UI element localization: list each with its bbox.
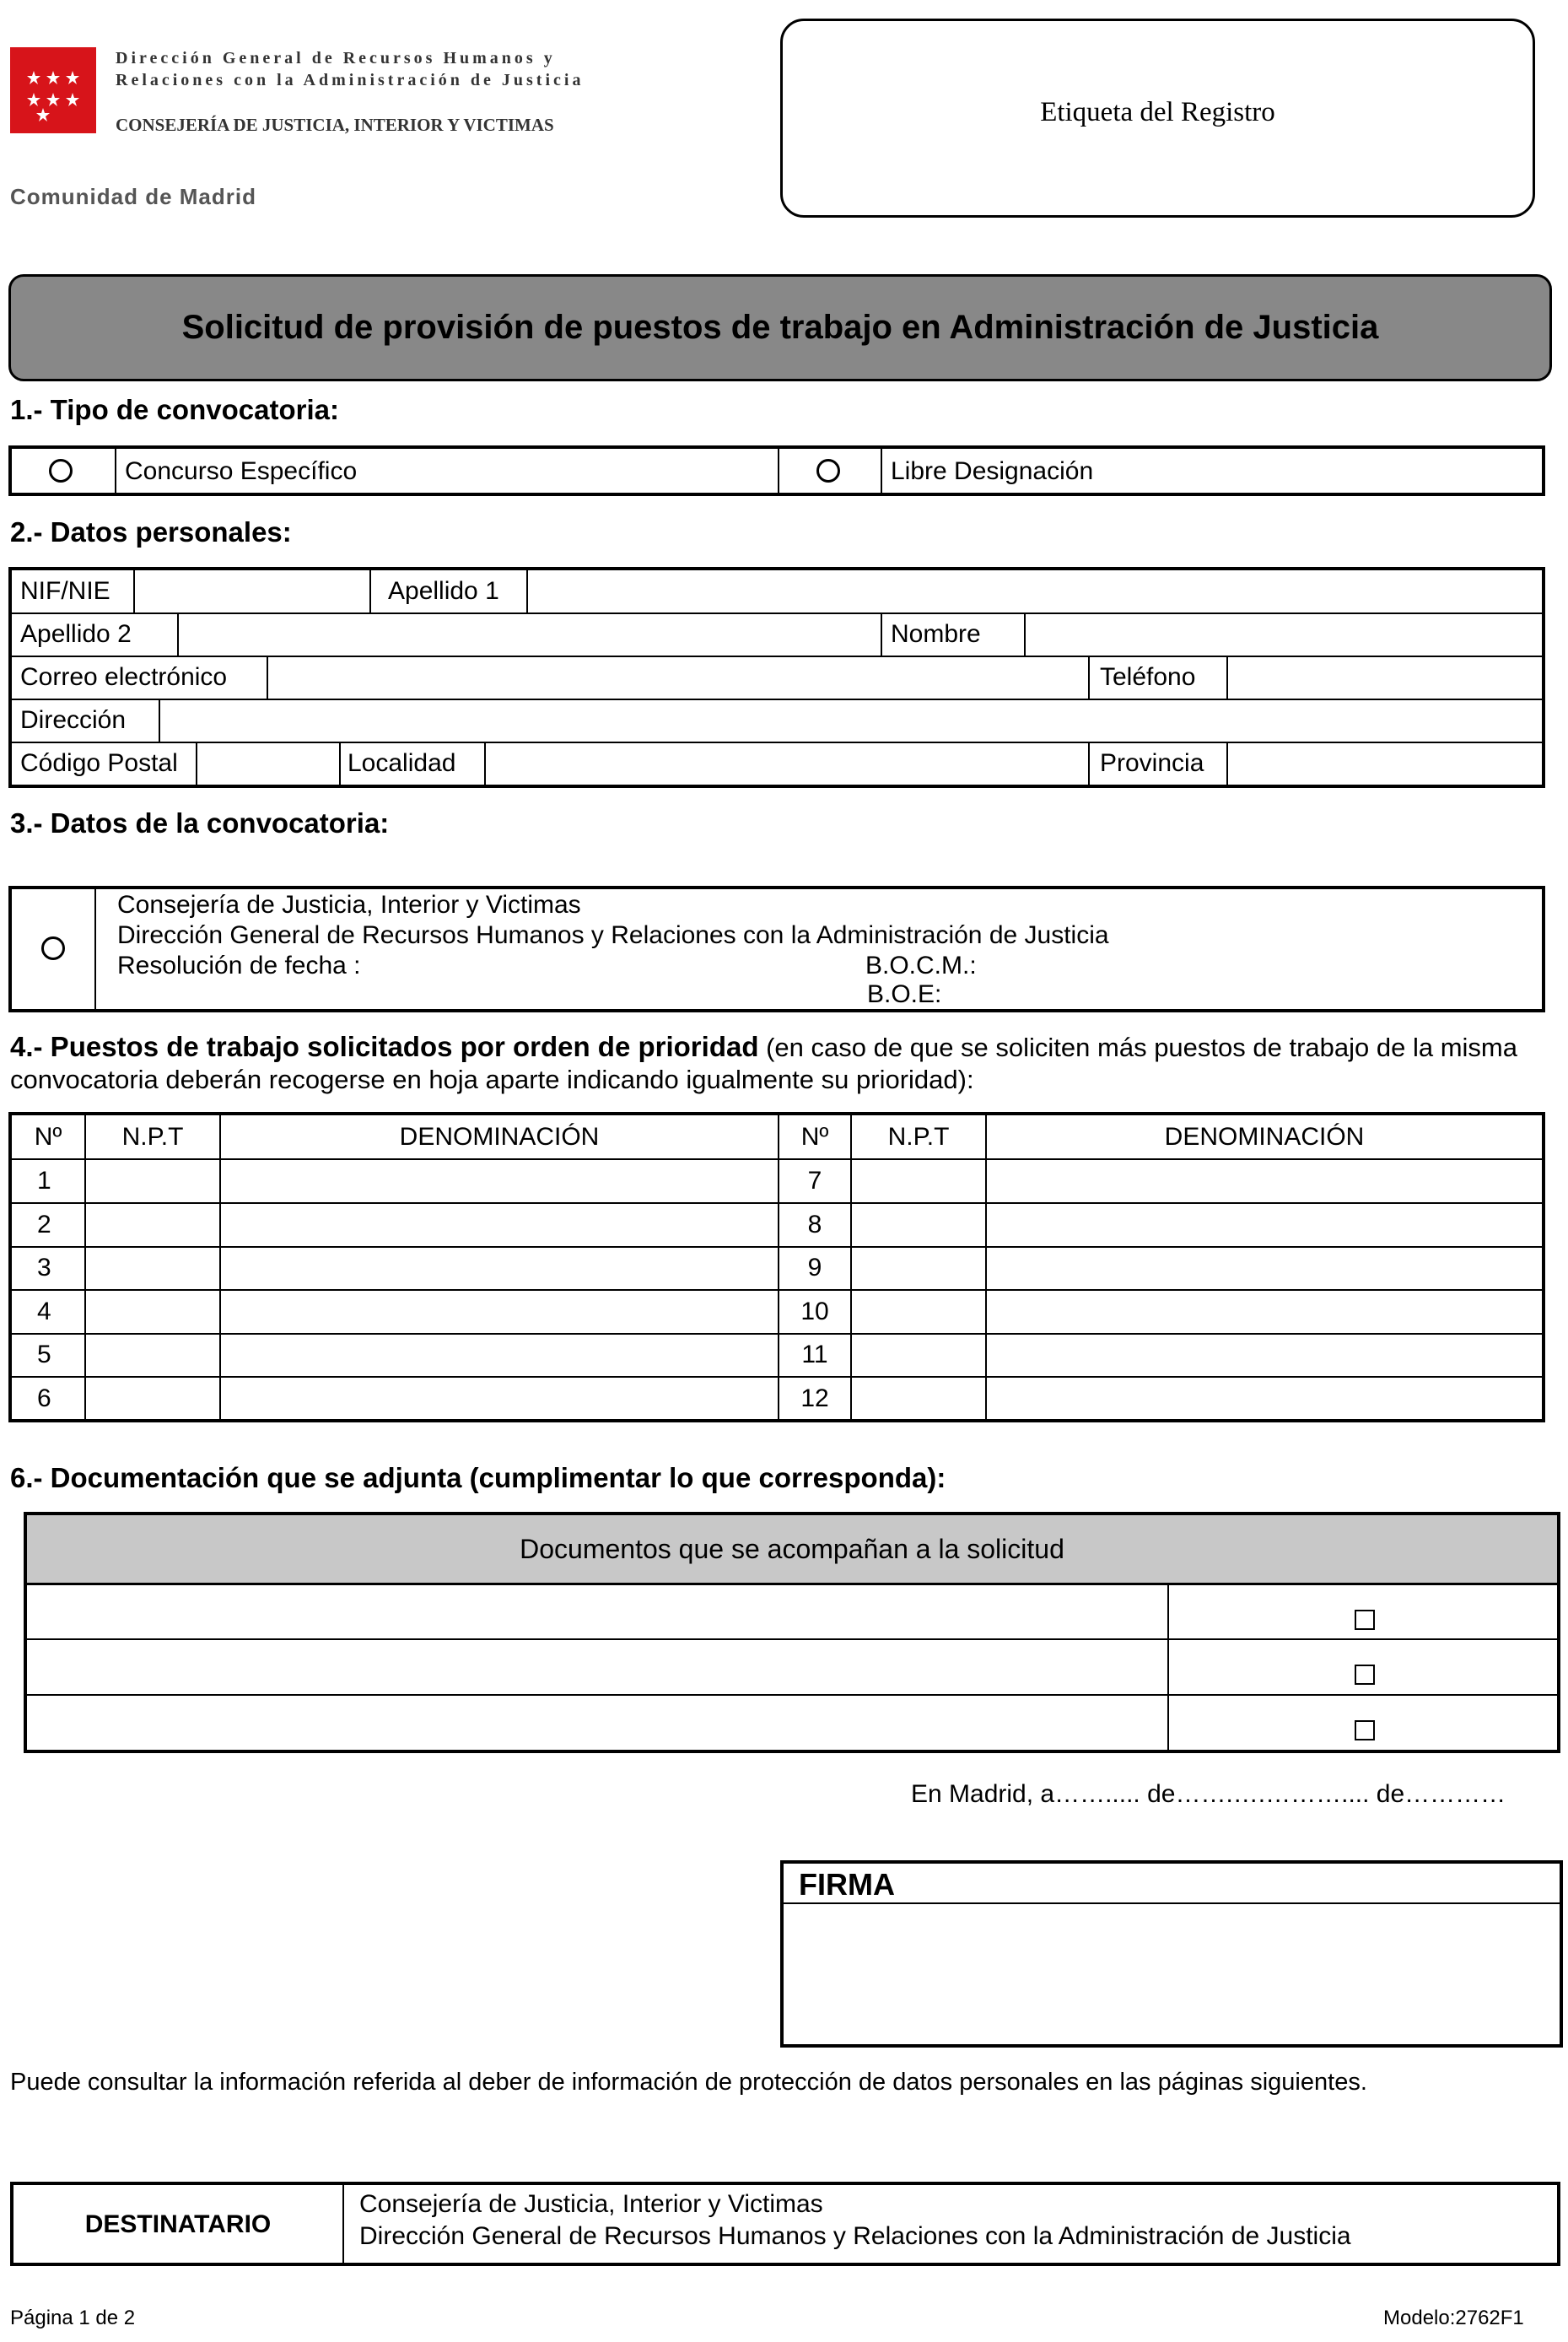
- npt-field[interactable]: [852, 1204, 985, 1246]
- documentos-table: [24, 1512, 1560, 1753]
- datos-personales-table: [8, 567, 1545, 788]
- libre-designacion-label: Libre Designación: [891, 457, 1094, 485]
- npt-field[interactable]: [852, 1248, 985, 1289]
- section3-title: 3.- Datos de la convocatoria:: [10, 807, 390, 839]
- datos-convocatoria-table: [8, 886, 1545, 1012]
- destinatario-box: [10, 2182, 1560, 2266]
- firma-box: [780, 1860, 1563, 2048]
- col-header-no-left: Nº: [34, 1123, 62, 1151]
- documentos-table-header: [27, 1515, 1557, 1583]
- npt-field[interactable]: [852, 1160, 985, 1202]
- codigo-postal-label: Código Postal: [20, 749, 178, 777]
- section4-title-line2: convocatoria deberán recogerse en hoja aparte indicando igualmente su prioridad):: [10, 1065, 974, 1094]
- fecha-line: En Madrid, a……..... de…….….……….... de…………: [911, 1780, 1506, 1808]
- npt-field[interactable]: [86, 1160, 219, 1202]
- documento-field[interactable]: [27, 1640, 1167, 1694]
- modelo-number: Modelo:2762F1: [1383, 2307, 1524, 2329]
- denominacion-field[interactable]: [221, 1248, 778, 1289]
- libre-designacion-radio[interactable]: [816, 459, 840, 483]
- apellido2-label: Apellido 2: [20, 620, 132, 648]
- section1-title: 1.- Tipo de convocatoria:: [10, 394, 339, 425]
- destinatario-label: DESTINATARIO: [84, 2210, 272, 2238]
- row-number: 11: [801, 1341, 828, 1368]
- row-number: 5: [37, 1341, 51, 1368]
- col-header-npt-right: N.P.T: [887, 1123, 950, 1151]
- convocatoria-radio[interactable]: [41, 936, 65, 960]
- localidad-field[interactable]: [486, 742, 1088, 785]
- bocm-label: B.O.C.M.:: [865, 952, 977, 979]
- npt-field[interactable]: [86, 1291, 219, 1333]
- section2-title: 2.- Datos personales:: [10, 516, 292, 548]
- denominacion-field[interactable]: [221, 1335, 778, 1376]
- correo-field[interactable]: [268, 656, 1088, 699]
- resolucion-fecha-label: Resolución de fecha :: [117, 952, 361, 979]
- col-header-denominacion-right: DENOMINACIÓN: [1164, 1123, 1365, 1151]
- documento-field[interactable]: [27, 1696, 1167, 1750]
- convocatoria-direccion-general: Dirección General de Recursos Humanos y Relaciones con la Administración de Justicia: [117, 921, 1109, 949]
- denominacion-field[interactable]: [221, 1160, 778, 1202]
- section4-title: [10, 1031, 1517, 1063]
- denominacion-field[interactable]: [987, 1291, 1542, 1333]
- denominacion-field[interactable]: [221, 1291, 778, 1333]
- apellido1-field[interactable]: [528, 570, 1540, 612]
- section4-title-note: (en caso de que se soliciten más puestos de trabajo de la misma: [758, 1033, 1517, 1062]
- row-number: 12: [800, 1384, 829, 1412]
- denominacion-field[interactable]: [987, 1160, 1542, 1202]
- correo-label: Correo electrónico: [20, 663, 228, 691]
- direccion-field[interactable]: [160, 699, 1540, 742]
- npt-field[interactable]: [86, 1378, 219, 1419]
- comunidad-madrid-logo: [10, 47, 96, 133]
- npt-field[interactable]: [852, 1378, 985, 1419]
- codigo-postal-field[interactable]: [197, 742, 339, 785]
- npt-field[interactable]: [86, 1204, 219, 1246]
- page-number: Página 1 de 2: [10, 2307, 136, 2329]
- stars-icon: [10, 47, 96, 133]
- telefono-field[interactable]: [1228, 656, 1540, 699]
- destinatario-consejeria: Consejería de Justicia, Interior y Victimas: [359, 2190, 823, 2218]
- localidad-label: Localidad: [348, 749, 456, 777]
- concurso-especifico-label: Concurso Específico: [125, 457, 358, 485]
- documento-checkbox[interactable]: [1355, 1720, 1375, 1740]
- npt-field[interactable]: [852, 1335, 985, 1376]
- documento-checkbox[interactable]: [1355, 1665, 1375, 1685]
- provincia-label: Provincia: [1100, 749, 1204, 777]
- section4-title-bold: 4.- Puestos de trabajo solicitados por orden de prioridad: [10, 1031, 759, 1062]
- nombre-label: Nombre: [891, 620, 981, 648]
- row-number: 4: [37, 1298, 51, 1325]
- documento-checkbox[interactable]: [1355, 1610, 1375, 1630]
- denominacion-field[interactable]: [221, 1378, 778, 1419]
- npt-field[interactable]: [86, 1335, 219, 1376]
- row-number: 9: [807, 1254, 822, 1282]
- col-header-denominacion-left: DENOMINACIÓN: [399, 1123, 600, 1151]
- firma-area[interactable]: [784, 1904, 1560, 2044]
- form-title: Solicitud de provisión de puestos de trabajo en Administración de Justicia: [181, 309, 1379, 346]
- denominacion-field[interactable]: [987, 1335, 1542, 1376]
- consejeria-name: CONSEJERÍA DE JUSTICIA, INTERIOR Y VICTIMAS: [116, 115, 554, 135]
- telefono-label: Teléfono: [1100, 663, 1196, 691]
- documento-field[interactable]: [27, 1585, 1167, 1638]
- org-line-1: Dirección General de Recursos Humanos y: [116, 49, 556, 67]
- section6-title: 6.- Documentación que se adjunta (cumplimentar lo que corresponda):: [10, 1462, 946, 1493]
- denominacion-field[interactable]: [987, 1248, 1542, 1289]
- info-text: Puede consultar la información referida al deber de información de protección de datos personales en las páginas siguientes.: [10, 2069, 1367, 2096]
- provincia-field[interactable]: [1228, 742, 1540, 785]
- firma-label: FIRMA: [799, 1867, 895, 1902]
- row-number: 8: [807, 1211, 822, 1238]
- documentos-header-text: Documentos que se acompañan a la solicitud: [520, 1534, 1064, 1564]
- registro-label-text: Etiqueta del Registro: [1040, 97, 1275, 127]
- convocatoria-consejeria: Consejería de Justicia, Interior y Victimas: [117, 891, 581, 919]
- boe-label: B.O.E:: [867, 980, 942, 1008]
- nif-label: NIF/NIE: [20, 577, 110, 605]
- denominacion-field[interactable]: [987, 1204, 1542, 1246]
- row-number: 1: [37, 1167, 51, 1195]
- denominacion-field[interactable]: [987, 1378, 1542, 1419]
- registro-label-box: [780, 19, 1535, 218]
- denominacion-field[interactable]: [221, 1204, 778, 1246]
- convocatoria-type-table: [8, 445, 1545, 496]
- row-number: 2: [37, 1211, 51, 1238]
- npt-field[interactable]: [86, 1248, 219, 1289]
- nombre-field[interactable]: [1026, 613, 1540, 656]
- destinatario-direccion-general: Dirección General de Recursos Humanos y Relaciones con la Administración de Justicia: [359, 2222, 1351, 2250]
- apellido1-label: Apellido 1: [388, 577, 499, 605]
- row-number: 7: [807, 1167, 822, 1195]
- row-number: 3: [37, 1254, 51, 1282]
- nif-field[interactable]: [135, 570, 369, 612]
- concurso-especifico-radio[interactable]: [49, 459, 73, 483]
- apellido2-field[interactable]: [179, 613, 881, 656]
- col-header-no-right: Nº: [800, 1123, 829, 1151]
- row-number: 6: [37, 1384, 51, 1412]
- comunidad-label: Comunidad de Madrid: [10, 184, 256, 209]
- npt-field[interactable]: [852, 1291, 985, 1333]
- row-number: 10: [800, 1298, 829, 1325]
- col-header-npt-left: N.P.T: [121, 1123, 184, 1151]
- org-line-2: Relaciones con la Administración de Justicia: [116, 71, 585, 89]
- direccion-label: Dirección: [20, 706, 127, 734]
- puestos-table: [8, 1112, 1545, 1422]
- form-title-banner: [8, 274, 1552, 381]
